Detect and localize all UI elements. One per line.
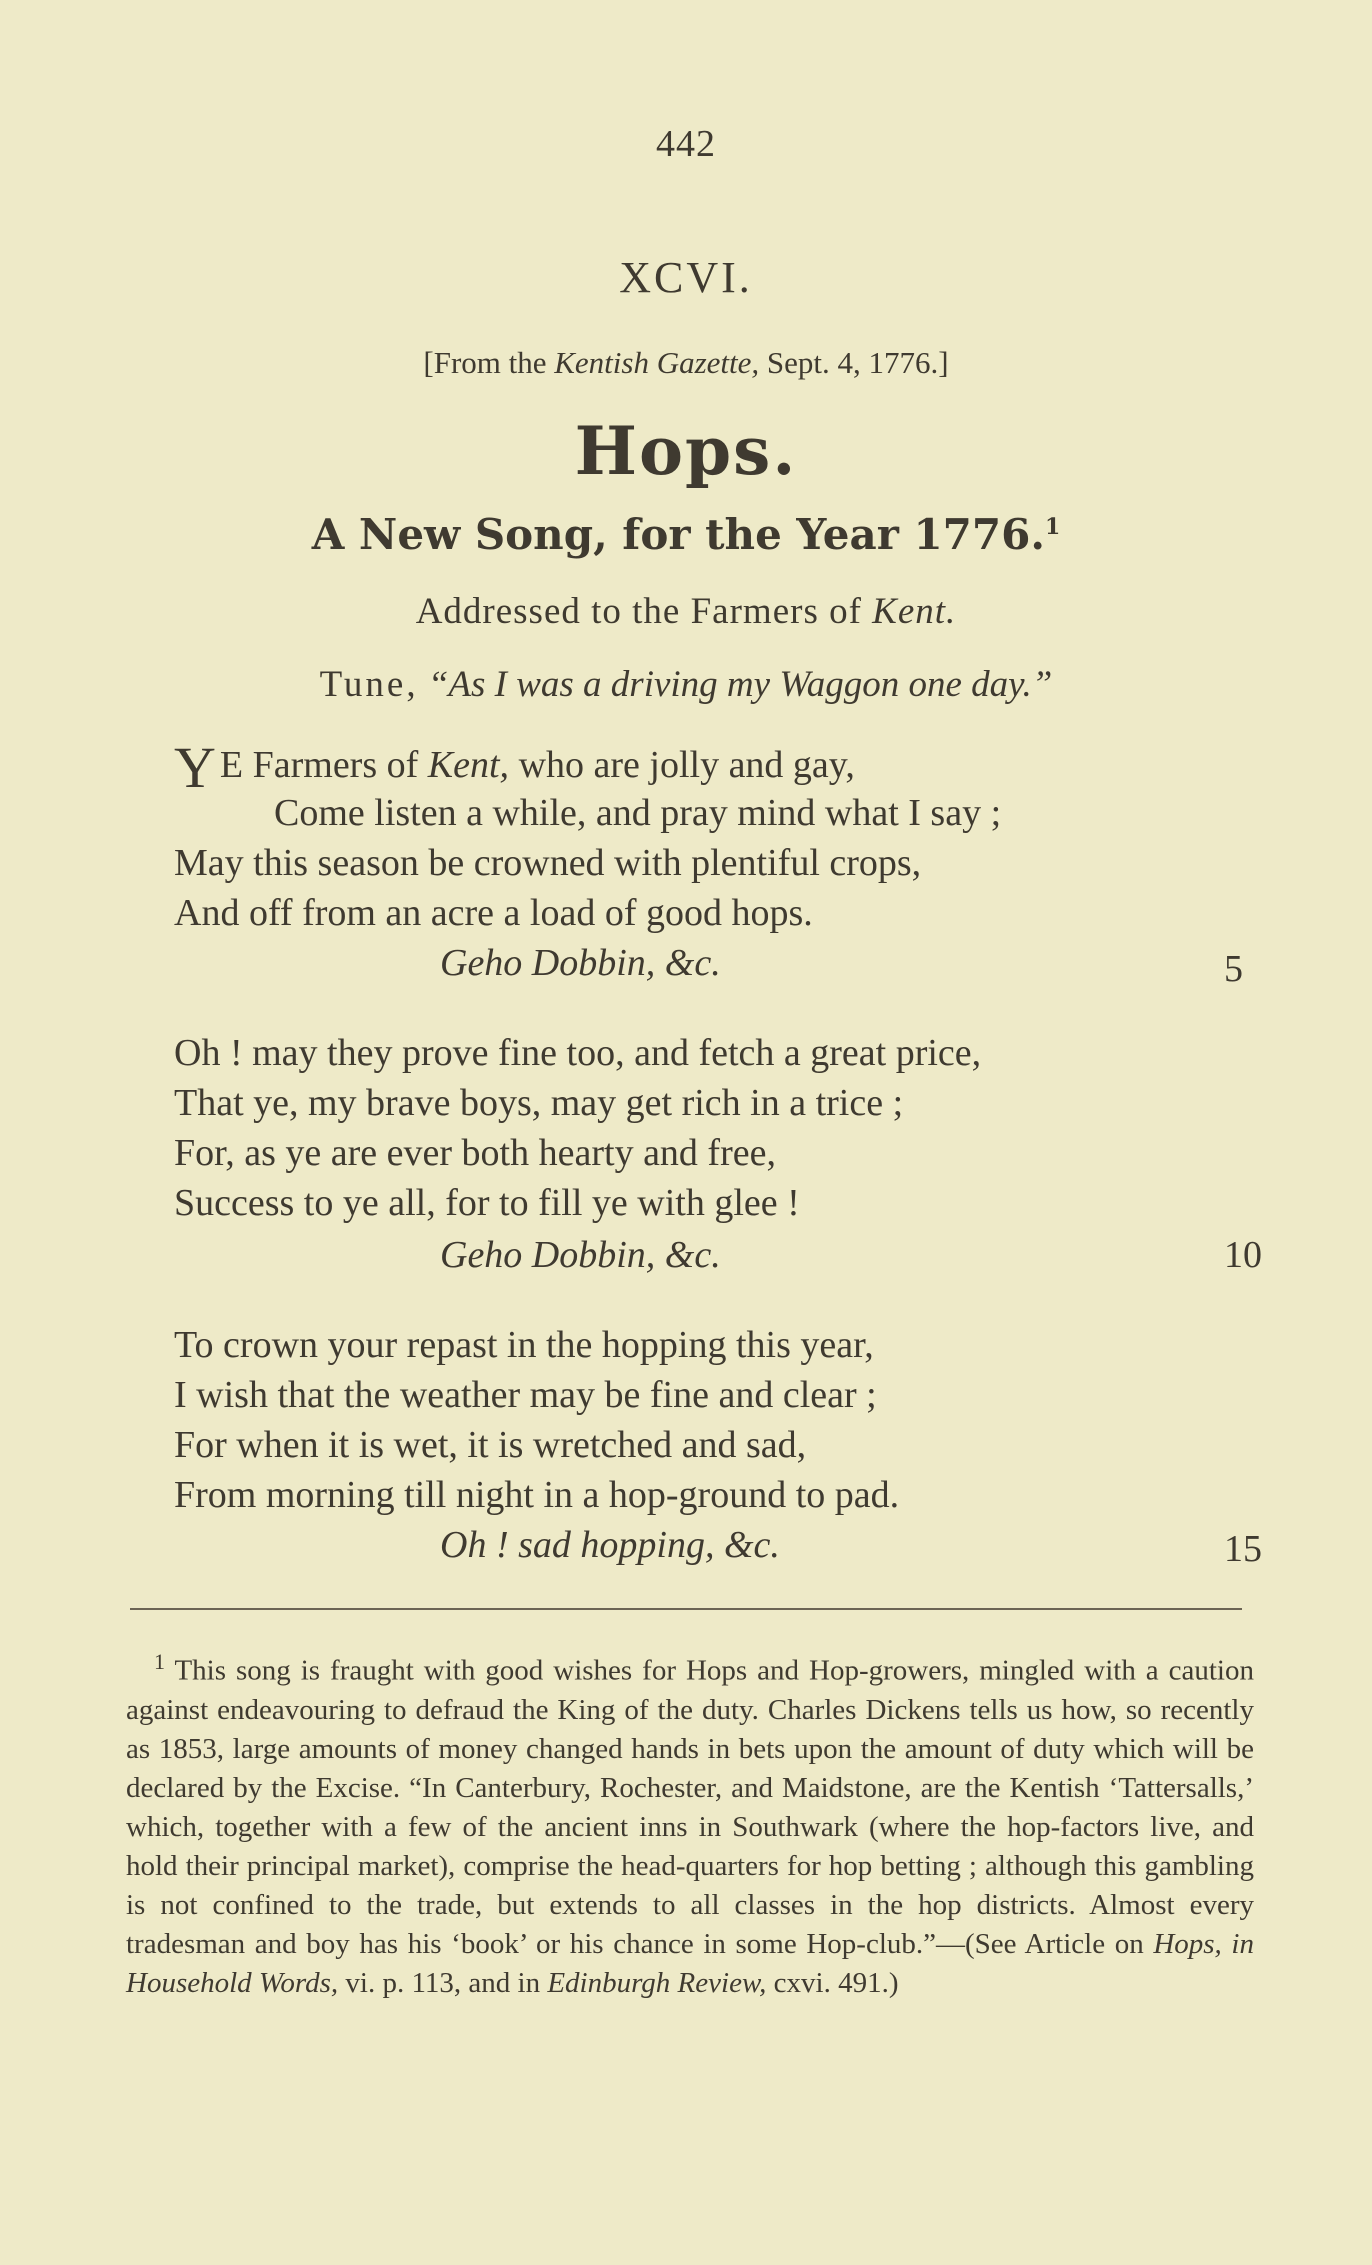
verse-line: For when it is wet, it is wretched and sad, (174, 1424, 807, 1466)
verse-italic: Kent, (427, 744, 510, 786)
footnote-divider (130, 1608, 1242, 1610)
song-subtitle (0, 510, 1372, 559)
source-prefix: [From the (423, 345, 555, 380)
dedication-prefix: Addressed to the Farmers of (415, 591, 873, 632)
verse-line: Come listen a while, and pray mind what I say ; (274, 792, 1002, 834)
dedication-line (0, 590, 1372, 633)
refrain-line: Oh ! sad hopping, &c. (440, 1524, 780, 1566)
footnote-text: cxvi. 491.) (766, 1966, 899, 1999)
footnote-reference: 1 (1044, 514, 1061, 540)
source-date: Sept. 4, 1776.] (759, 345, 949, 380)
dedication-place: Kent. (872, 591, 957, 632)
footnote-marker: 1 (154, 1649, 165, 1674)
line-number: 10 (1224, 1234, 1262, 1276)
line-number: 15 (1224, 1528, 1262, 1570)
line-number: 5 (1224, 948, 1243, 990)
verse-line: From morning till night in a hop-ground to pad. (174, 1474, 900, 1516)
footnote-paragraph (126, 1642, 1254, 2003)
footnote-text: vi. p. 113, and in (338, 1966, 548, 1999)
footnote-reference-title: Hops, in Household Words, (126, 1927, 1254, 1999)
subtitle-text: A New Song, for the Year 1776. (311, 510, 1045, 559)
tune-name: “As I was a driving my Waggon one day.” (427, 664, 1053, 705)
piece-number: XCVI. (619, 253, 753, 302)
verse-line: To crown your repast in the hopping this year, (174, 1324, 874, 1366)
verse-line: For, as ye are ever both hearty and free, (174, 1132, 776, 1174)
page-number: 442 (656, 123, 716, 165)
refrain-line: Geho Dobbin, &c. (440, 1234, 721, 1276)
verse-line: That ye, my brave boys, may get rich in a trice ; (174, 1082, 904, 1124)
verse-line: May this season be crowned with plentiful crops, (174, 842, 922, 884)
verse-text: E Farmers of (219, 744, 428, 786)
footnote-reference-title: Edinburgh Review, (547, 1966, 767, 1999)
source-line (0, 345, 1372, 381)
verse-line: Oh ! may they prove fine too, and fetch a great price, (174, 1032, 982, 1074)
drop-cap: Y (174, 735, 216, 800)
verse-line (174, 735, 855, 800)
tune-line (0, 663, 1372, 706)
source-publication: Kentish Gazette, (554, 345, 760, 380)
verse-line: And off from an acre a load of good hops. (174, 892, 813, 934)
verse-line: Success to ye all, for to fill ye with glee ! (174, 1182, 800, 1224)
song-title: Hops. (574, 412, 798, 490)
footnote-text: This song is fraught with good wishes for Hops and Hop-growers, mingled with a caution against endeavouring to defraud the King of the duty. Charles Dickens tells us how, so recently as 1853, large amounts of money changed hands in bets upon the amount of duty which will be declared by the Excise. “In Canterbury, Rochester, and Maidstone, are the Kentish ‘Tattersalls,’ which, together with a few of the ancient inns in Southwark (where the hop-factors live, and hold their principal market), comprise the head-quarters for hop betting ; although this gambling is not confined to the trade, but extends to all classes in the hop districts. Almost every tradesman and boy has his ‘book’ or his chance in some Hop-club.”—(See Article on (126, 1654, 1254, 1960)
refrain-line: Geho Dobbin, &c. (440, 942, 721, 984)
footnote (126, 1642, 1254, 2003)
verse-line: I wish that the weather may be fine and clear ; (174, 1374, 877, 1416)
tune-label: Tune, (319, 664, 419, 705)
verse-text: who are jolly and gay, (509, 744, 855, 786)
